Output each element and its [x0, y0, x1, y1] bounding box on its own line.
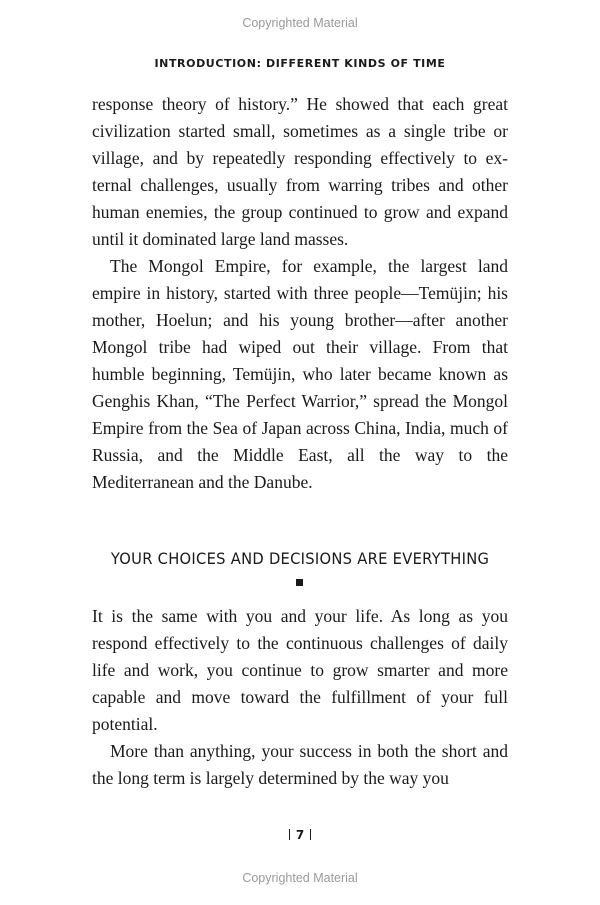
folio-bar-right: [310, 829, 311, 840]
paragraph-same-with-you: It is the same with you and your life. As long as you respond effectively to the continuous challenges of daily life and work, you continue to grow smarter and more capable and move toward the fulfillment of your full potential.: [92, 606, 508, 734]
section-heading: YOUR CHOICES AND DECISIONS ARE EVERYTHING: [110, 549, 490, 568]
text-block-top: [92, 91, 508, 496]
page-number: 7: [295, 828, 305, 842]
copyright-watermark-bottom: Copyrighted Material: [242, 871, 358, 885]
folio-bar-left: [289, 829, 290, 840]
paragraph-continued: response theory of history.” He showed that each great civilization started small, sometimes as a single tribe or village, and by repeatedly responding effectively to external challenges, usually from warring tribes and other human enemies, the group continued to grow and expand until it dominated large land masses.: [92, 94, 508, 249]
copyright-watermark-top: Copyrighted Material: [242, 16, 358, 30]
running-head: INTRODUCTION: DIFFERENT KINDS OF TIME: [154, 57, 446, 70]
paragraph-mongol-empire: The Mongol Empire, for example, the largest land empire in history, started with three people—Temüjin; his mother, Hoelun; and his young brother—after another Mongol tribe had wiped out their village. From that humble beginning, Temüjin, who later became known as Genghis Khan, “The Perfect Warrior,” spread the Mongol Empire from the Sea of Japan across China, India, much of Russia, and the Middle East, all the way to the Mediterranean and the Danube.: [92, 256, 508, 492]
paragraph-success: More than anything, your success in both the short and the long term is largely determined by the way you: [92, 741, 508, 788]
page-folio: [0, 828, 600, 842]
section-ornament-square: [296, 579, 303, 586]
text-block-bottom: [92, 603, 508, 792]
